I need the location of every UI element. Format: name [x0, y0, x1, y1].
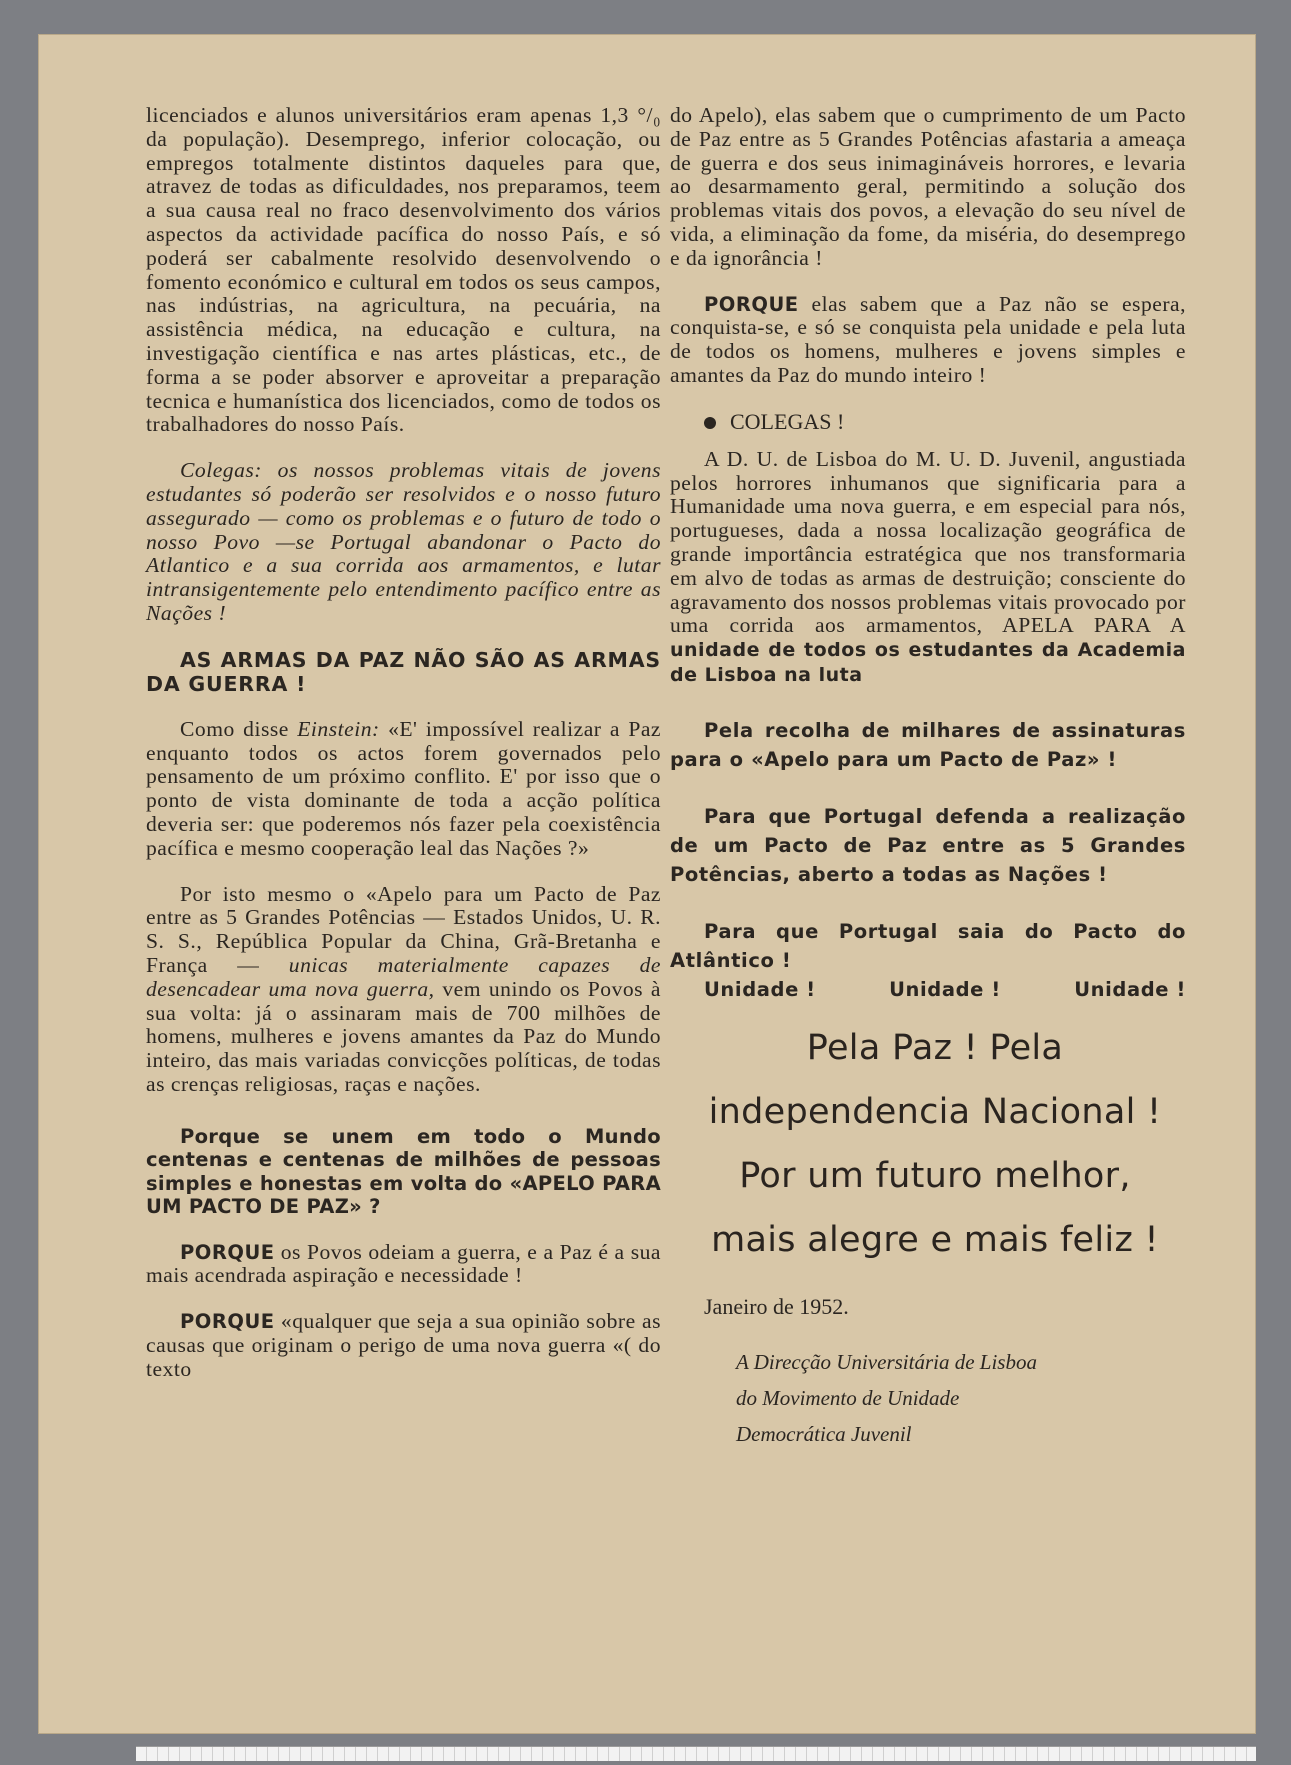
text-segment: «qualquer que seja a sua opinião sobre as causas que originam o perigo de uma nova guerra «( do texto: [146, 1309, 661, 1381]
bold-segment: unidade de todos os estudantes da Academia de Lisboa na luta: [670, 639, 1186, 686]
signature-line: Democrática Juvenil: [736, 1421, 912, 1446]
italic-segment: unicas materialmente capazes de desencadear uma nova guerra,: [146, 952, 661, 1001]
text-segment: vem unindo os Povos à sua volta: já o assinaram mais de 700 milhões de homens, mulheres e jovens amantes da Paz do Mundo inteiro, das mais variadas convicções políticas, de todas as crenças religiosas, raças e nações.: [146, 976, 661, 1096]
date-line: Janeiro de 1952.: [704, 1293, 849, 1319]
right-column: [670, 104, 1186, 1452]
paragraph-because-1: [146, 1241, 661, 1289]
unity-word: Unidade !: [704, 977, 816, 1001]
slogan-better-future: Por um futuro melhor, mais alegre e mais feliz !: [711, 1155, 1159, 1260]
unity-line: [670, 975, 1186, 1004]
colleagues-heading: [670, 410, 1186, 434]
text-segment: «E' impossível realizar a Paz enquanto todos os actos forem governados pelo pensamento de um próximo conflito. E' por isso que o ponto de vista dominante de toda a acção política deveria ser: que poderemos nós fazer pela coexistência pacífica e mesmo cooperação leal das Nações ?»: [146, 716, 661, 860]
paragraph-unemployment: licenciados e alunos universitários eram apenas 1,3 °/₀ da população). Desemprego, inferior colocação, ou empregos totalmente distintos daqueles para que, atravez de todas as dificuldades, nos preparamos, teem a sua causa real no fraco desenvolvimento dos vários aspectos da actividade pacífica do nosso País, e só poderá ser cabalmente resolvido desenvolvendo o fomento económico e cultural em todos os seus campos, nas indústrias, na agricultura, na pecuária, na assistência médica, na educação e cultura, na investigação científica e nas artes plásticas, etc., de forma a se poder absorver e aproveitar a preparação tecnica e humanística dos licenciados, como de todos os trabalhadores do nosso País.: [146, 103, 661, 437]
call-signatures: Pela recolha de milhares de assinaturas para o «Apelo para um Pacto de Paz» !: [670, 718, 1186, 771]
bullet-icon: [704, 417, 716, 429]
text-segment: Como disse: [180, 716, 298, 741]
text-segment: os Povos odeiam a guerra, e a Paz é a sua mais acendrada aspiração e necessidade !: [146, 1239, 661, 1288]
paragraph-appeal-continued: do Apelo), elas sabem que o cumprimento de um Pacto de Paz entre as 5 Grandes Potências afastaria a ameaça de guerra e dos seus inimagináveis horrores, e levaria ao desarmamento geral, permitindo a solução dos problemas vitais dos povos, a elevação do seu nível de vida, a eliminação da fome, da miséria, do desemprego e da ignorância !: [670, 103, 1186, 270]
left-column: [146, 104, 661, 1382]
section-heading-weapons-of-peace: AS ARMAS DA PAZ NÃO SÃO AS ARMAS DA GUERRA !: [146, 647, 661, 696]
call-peace-pact: Para que Portugal defenda a realização de um Pacto de Paz entre as 5 Grandes Potências, aberto a todas as Nações !: [670, 804, 1186, 886]
paragraph-einstein-quote: [146, 718, 661, 861]
because-lead: PORQUE: [180, 1240, 275, 1264]
scale-ruler: [136, 1746, 1256, 1761]
text-segment: A D. U. de Lisboa do M. U. D. Juvenil, angustiada pelos horrores inhumanos que significaria para a Humanidade uma nova guerra, e em especial para nós, portugueses, dada a nossa localização geográfica de grande importância estratégica que nos transformaria em alvo de todas as armas de destruição; consciente do agravamento dos nossos problemas vitais provocado por uma corrida aos armamentos, APELA PARA A: [670, 446, 1186, 638]
unity-word: Unidade !: [889, 977, 1001, 1001]
unity-word: Unidade !: [1074, 977, 1186, 1001]
text-segment: elas sabem que a Paz não se espera, conquista-se, e só se conquista pela unidade e pela luta de todos os homens, mulheres e jovens simples e amantes da Paz do mundo inteiro !: [670, 291, 1186, 387]
text-segment: Por isto mesmo o «Apelo para um Pacto de Paz entre as 5 Grandes Potências — Estados Unidos, U. R. S. S., República Popular da China, Grã-Bretanha e França —: [146, 881, 661, 977]
slogan-peace-independence: Pela Paz ! Pela independencia Nacional !: [708, 1027, 1162, 1132]
because-lead: PORQUE: [180, 1310, 275, 1334]
paragraph-peace-pact-appeal: [146, 883, 661, 1097]
paragraph-dul-appeal: [670, 448, 1186, 688]
question-why-unite: Porque se unem em todo o Mundo centenas e centenas de milhões de pessoas simples e honestas em volta do «APELO PARA UM PACTO DE PAZ» ?: [146, 1124, 661, 1219]
paragraph-because-3: [670, 293, 1186, 388]
colleagues-label: COLEGAS !: [730, 408, 845, 434]
einstein-name: Einstein:: [297, 716, 380, 741]
signature-block: [670, 1344, 1186, 1452]
because-lead: PORQUE: [704, 292, 799, 316]
paragraph-because-2: [146, 1310, 661, 1381]
paragraph-colleagues-appeal: Colegas: os nossos problemas vitais de jovens estudantes só poderão ser resolvidos e o nosso futuro assegurado — como os problemas e o futuro de todo o nosso Povo —se Portugal abandonar o Pacto do Atlantico e a sua corrida aos armamentos, e lutar intransigentemente pelo entendimento pacífico entre as Nações !: [146, 458, 661, 625]
signature-line: A Direcção Universitária de Lisboa: [736, 1349, 1037, 1374]
leaflet-page: [38, 34, 1256, 1734]
signature-line: do Movimento de Unidade: [736, 1385, 960, 1410]
call-leave-atlantic-pact: Para que Portugal saia do Pacto do Atlântico !: [670, 919, 1186, 972]
